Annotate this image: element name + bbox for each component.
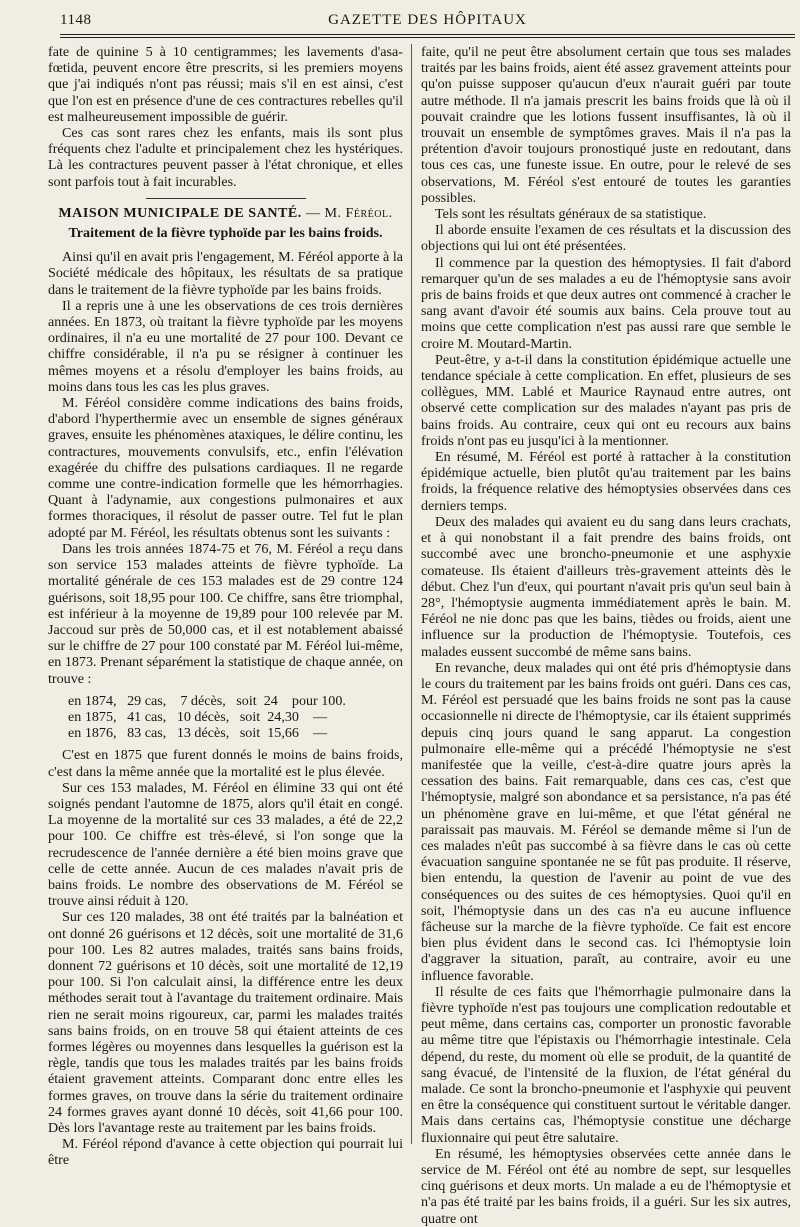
paragraph: En revanche, deux malades qui ont été pris d'hémoptysie dans le cours du traitement par les bains froids ont guéri. Dans ces cas, M. Féréol est persuadé que les bains froids ne sont pas la cause occasionnelle ni directe de l'hémoptysie, car ils étaient supprimés depuis cinq jours quand le sang apparut. La congestion pulmonaire elle-même qui a précédé l'hémoptysie ne s'est manifestée que la veille, c'est-à-dire quatre jours après la cessation des bains. Fait remarquable, dans ces cas, c'est que l'hémoptysie, malgré son abondance et sa persistance, n'a pas été un phénomène grave en lui-même, et que l'état général ne paraissait pas mauvais. M. Féréol se demande même si l'un de ces malades n'eût pas succombé à sa fièvre dans le cas où cette évacuation sanguine spontanée ne se fût pas produite. Il réserve, bien entendu, la question de l'avenir au point de vue des conséquences ou des suites de ces hémoptysies. Quoi qu'il en soit, l'hémoptysie dans un des cas n'a eu aucune influence fâcheuse sur la marche de la fièvre typhoïde. Ce fait est encore bien plus évident dans le second cas. Ici l'hémoptysie loin d'aggraver la situation, paraît, au contraire, avoir eu une influence favorable. — [421, 659, 791, 984]
header-rule-double — [60, 37, 795, 38]
article-title: Traitement de la fièvre typhoïde par les bains froids. — [68, 225, 383, 242]
paragraph: fate de quinine 5 à 10 centigrammes; les lavements d'asa-fœtida, peuvent encore être prescrits, si les premiers moyens que j'ai indiqués n'ont pas réussi; mais s'il en est ainsi, c'est que l'on est en présence d'une de ces contractures rebelles qu'il est malheureusement impossible de guérir. — [48, 44, 403, 125]
paragraph: Peut-être, y a-t-il dans la constitution épidémique actuelle une tendance spéciale à cette complication. En effet, plusieurs de ses collègues, MM. Lablé et Maurice Raynaud entre autres, ont observé cette complication sur des malades n'ayant pas pris de bains froids. Au contraire, ceux qui ont eu recours aux bains froids n'ont pas eu jusqu'ici à la mentionner. — [421, 351, 791, 449]
paragraph: C'est en 1875 que furent donnés le moins de bains froids, c'est dans la même année que la mortalité est le plus élevée. — [48, 747, 403, 780]
paragraph: M. Féréol considère comme indications des bains froids, d'abord l'hyperthermie avec un ensemble de signes généraux graves, ensuite les phénomènes ataxiques, le délire continu, les contractures, mouvements convulsifs, etc., enfin l'élévation exagérée du chiffre des pulsations cardiaques. Il ne regarde comme une contre-indication formelle que les hémorrhagies. Quant à l'adynamie, aux congestions pulmonaires et aux formes thoraciques, il résolut de passer outre. Tel fut le plan adopté par M. Féréol, les résultats obtenus sont les suivants : — [48, 395, 403, 541]
left-column — [48, 44, 403, 1169]
paragraph: Il commence par la question des hémoptysies. Il fait d'abord remarquer qu'un de ses malades a eu de l'hémoptysie sans avoir pris de bains froids et que deux autres ont commencé à cracher le sang avant d'avoir été soumis aux bains. Cela prouve tout au moins que cette complication n'est pas aussi rare que semble le croire M. Moutard-Martin. — [421, 254, 791, 352]
paragraph: Il aborde ensuite l'examen de ces résultats et la discussion des objections qui lui ont été présentées. — [421, 222, 791, 255]
paragraph: Tels sont les résultats généraux de sa statistique. — [435, 206, 707, 223]
paragraph: Dans les trois années 1874-75 et 76, M. Féréol a reçu dans son service 153 malades atteints de fièvre typhoïde. La mortalité générale de ces 153 malades est de 29 contre 124 guérisons, soit 18,95 pour 100. Ce chiffre, sans être triomphal, est inférieur à la moyenne de 19,89 pour 100 relevée par M. Jaccoud sur près de 50,000 cas, et il est notablement abaissé sur le chiffre de 27 pour 100 constaté par M. Féréol lui-même, en 1873. Prenant séparément la statistique de chaque année, on trouve : — [48, 540, 403, 687]
paragraph: Ces cas sont rares chez les enfants, mais ils sont plus fréquents chez l'adulte et principalement chez les hystériques. Là les contractures peuvent passer à l'état chronique, et elles sont parfois tout à fait incurables. — [48, 125, 403, 190]
column-divider — [411, 44, 412, 1144]
section-title: MAISON MUNICIPALE DE SANTÉ. — [58, 204, 302, 221]
right-column — [421, 44, 791, 1227]
stat-line: en 1874, 29 cas, 7 décès, soit 24 pour 100. — [68, 692, 346, 709]
paragraph: M. Féréol répond d'avance à cette objection qui pourrait lui être — [48, 1136, 403, 1169]
journal-title: GAZETTE DES HÔPITAUX — [328, 12, 527, 28]
paragraph: Sur ces 120 malades, 38 ont été traités par la balnéation et ont donné 26 guérisons et 12 décès, soit une mortalité de 31,6 pour 100. Les 82 autres malades, traités sans bains froids, donnent 72 guérisons et 10 décès, soit une mortalité de 12,19 pour 100. Si l'on calculait ainsi, la différence entre les deux méthodes serait tout à l'avantage du traitement ordinaire. Mais rien ne serait moins rigoureux, car, parmi les malades traités sans bains froids, on en trouve 58 qui étaient atteints de ces formes légères ou moyennes dans lesquelles la guérison est la règle, tandis que tous les malades traités par les bains froids étaient gravement atteints. Comparant donc entre elles les formes graves, on trouve dans la série du traitement ordinaire 24 formes graves ayant donné 10 décès, soit 41,66 pour 100. Dès lors l'avantage reste au traitement par les bains froids. — [48, 909, 403, 1136]
stat-line: en 1876, 83 cas, 13 décès, soit 15,66 — — [68, 725, 328, 742]
page-number: 1148 — [60, 12, 92, 28]
paragraph: faite, qu'il ne peut être absolument certain que tous ses malades traités par les bains froids, aient été assez gravement atteints pour qu'on puisse supposer qu'aucun d'eux n'aurait guéri par toute autre méthode. Il n'a jamais prescrit les bains froids que là où il pouvait craindre que les lotions fussent insuffisantes, là où il trouvait un ensemble de symptômes graves. Mais il n'a pas la prétention d'avoir toujours pronostiqué juste en redoutant, dans tous ces cas, une funeste issue. En outre, pour le relevé de ses observations, M. Féréol s'est entouré de toutes les garanties possibles. — [421, 44, 791, 206]
section-author: — M. Féréol. — [305, 204, 393, 221]
paragraph: Deux des malades qui avaient eu du sang dans leurs crachats, et à qui nonobstant il a fait prendre des bains froids, ont succombé avec une broncho-pneumonie et une asphyxie comateuse. Ils étaient d'ailleurs très-gravement atteints dès le début. Chez l'un d'eux, qui pourtant n'avait pris qu'un seul bain à 28°, l'hémoptysie augmenta immédiatement après le bain. M. Féréol ne nie donc pas que les bains, tièdes ou froids, aient une influence sur la production de l'hémoptysie. Toutefois, ces malades eussent succombé de même sans bains. — [421, 513, 791, 660]
paragraph: Sur ces 153 malades, M. Féréol en élimine 33 qui ont été soignés pendant l'automne de 1875, alors qu'il était en congé. La moyenne de la mortalité sur ces 33 malades, a été de 22,2 pour 100. Ce chiffre est très-élevé, si l'on songe que la recrudescence de l'année dernière a été bien moins grave que celle de cette année. Aucun de ces malades n'avait pris de bains froids. Le nombre des observations de M. Féréol se trouve ainsi réduit à 120. — [48, 779, 403, 910]
paragraph: Il résulte de ces faits que l'hémorrhagie pulmonaire dans la fièvre typhoïde n'est pas toujours une complication redoutable et peut même, dans certains cas, comporter un pronostic favorable au même titre que l'épistaxis ou l'hémorrhagie intestinale. Cela dépend, du reste, du moment où elle se produit, de la quantité de sang évacué, de l'intensité de la fluxion, de l'état général du malade. Ce sont la broncho-pneumonie et l'asphyxie qui peuvent en être la conséquence qui constituent surtout le véritable danger. Mais dans certains cas, l'hémoptysie constitue une décharge fluxionnaire qui peut être salutaire. — [421, 983, 791, 1146]
paragraph: En résumé, M. Féréol est porté à rattacher à la constitution épidémique actuelle, bien plutôt qu'au traitement par les bains froids, la fréquence relative des hémoptysies observées dans ces derniers temps. — [421, 449, 791, 514]
header-rule — [60, 34, 795, 35]
paragraph: En résumé, les hémoptysies observées cette année dans le service de M. Féréol ont été au nombre de sept, sur lesquelles cinq guérisons et deux morts. Un malade a eu de l'hémoptysie et n'a pas été traité par les bains froids, il a guéri. Sur les six autres, quatre ont — [421, 1145, 791, 1227]
page-header — [60, 8, 795, 36]
section-divider — [146, 198, 306, 199]
paragraph: Il a repris une à une les observations de ces trois dernières années. En 1873, où traitant la fièvre typhoïde par les moyens ordinaires, il n'a eu une mortalité de 27 pour 100. Devant ce chiffre considérable, il n'a pu se résigner à continuer les mêmes moyens et a résolu d'employer les bains froids, au moins dans tous les cas les plus graves. — [48, 297, 403, 395]
stat-line: en 1875, 41 cas, 10 décès, soit 24,30 — — [68, 708, 328, 725]
section-heading — [48, 205, 403, 221]
paragraph: Ainsi qu'il en avait pris l'engagement, M. Féréol apporte à la Société médicale des hôpitaux, les résultats de sa pratique dans le traitement de la fièvre typhoïde par les bains froids. — [48, 249, 403, 298]
